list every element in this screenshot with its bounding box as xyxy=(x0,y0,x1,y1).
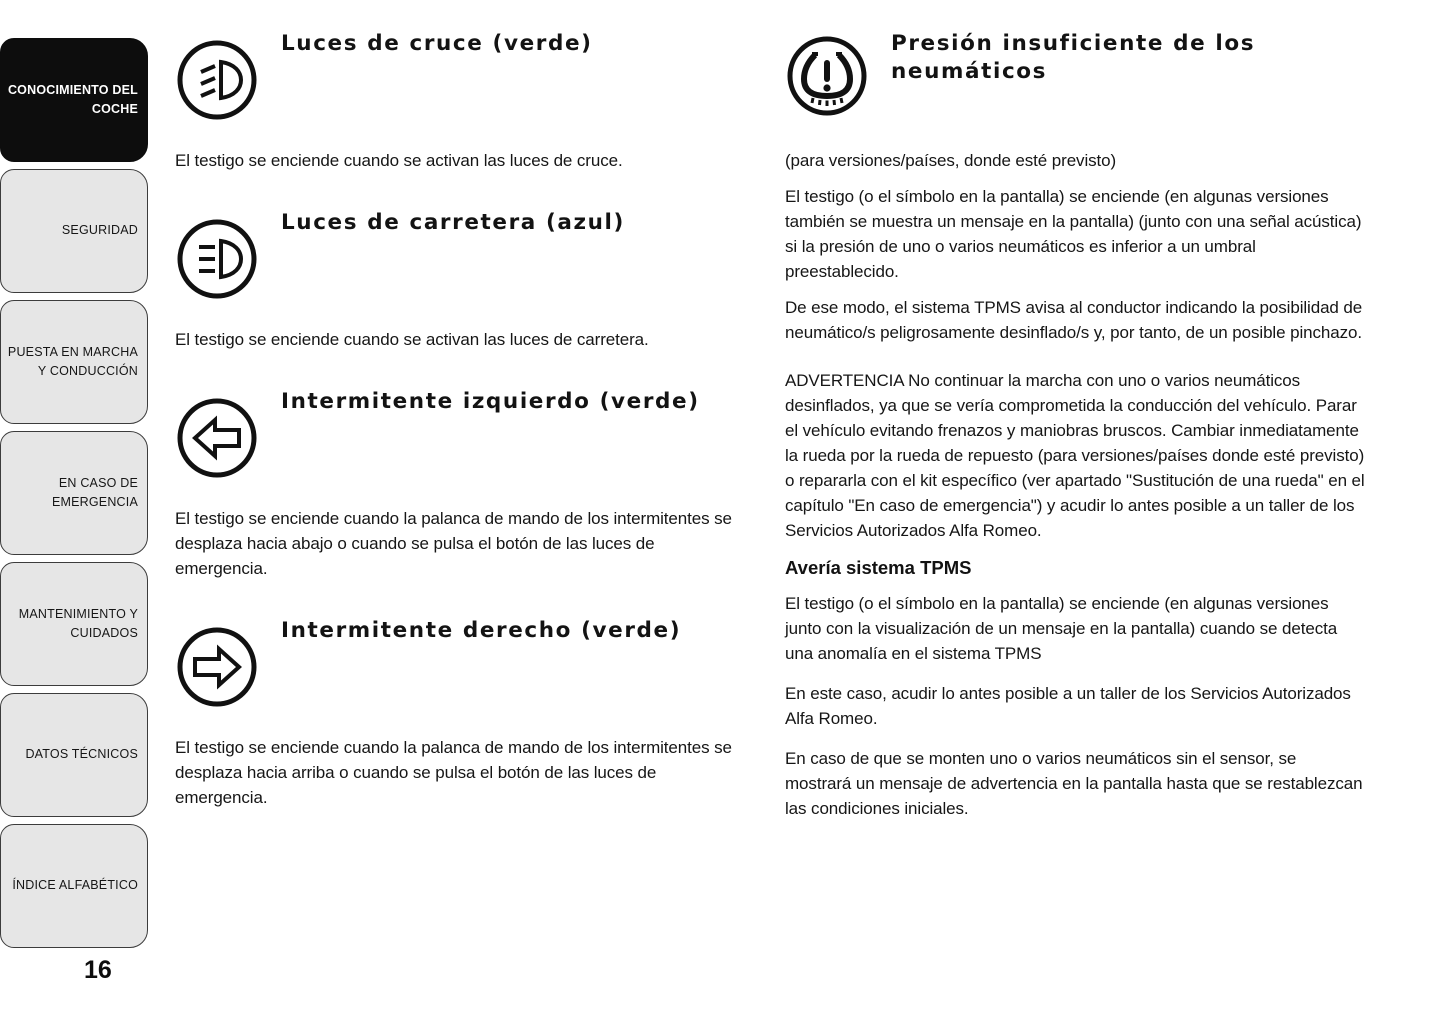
section-body: El testigo se enciende cuando la palanca de mando de los intermitentes se desplaza hacia abajo o cuando se pulsa el botón de las luces de emergencia. xyxy=(175,509,732,578)
right-column xyxy=(785,28,1365,821)
paragraph: De ese modo, el sistema TPMS avisa al conductor indicando la posibilidad de neumático/s peligrosamente desinflado/s y, por tanto, de un posible pinchazo. xyxy=(785,298,1363,342)
section-title: Luces de carretera (azul) xyxy=(281,210,625,235)
sidebar-item-indice-alfabetico xyxy=(0,824,148,948)
section-luces-de-cruce xyxy=(175,28,737,173)
sidebar-item-label: DATOS TÉCNICOS xyxy=(25,747,138,762)
warning-paragraph: ADVERTENCIA No continuar la marcha con uno o varios neumáticos desinflados, ya que se vería comprometida la conducción del vehículo. Parar el vehículo evitando frenazos y maniobras bruscos. Cambiar inmediatamente la rueda por la rueda de repuesto (para versiones/países donde esté previsto) o repararla con el kit específico (ver apartado "Sustitución de una rueda" en el capítulo "En caso de emergencia") y acudir lo antes posible a un taller de los Servicios Autorizados Alfa Romeo. xyxy=(785,371,1365,540)
sidebar-item-datos-tecnicos xyxy=(0,693,148,817)
sidebar-item-mantenimiento xyxy=(0,562,148,686)
paragraph: El testigo (o el símbolo en la pantalla) se enciende (en algunas versiones junto con la visualización de un mensaje en la pantalla) cuando se detecta una anomalía en el sistema TPMS xyxy=(785,594,1338,663)
high-beam-icon xyxy=(175,217,259,301)
section-body: El testigo se enciende cuando se activan las luces de carretera. xyxy=(175,330,649,349)
availability-note: (para versiones/países, donde esté previsto) xyxy=(785,151,1117,170)
subheading-averia-tpms: Avería sistema TPMS xyxy=(785,557,972,578)
page-number: 16 xyxy=(84,956,112,984)
sidebar-item-puesta-en-marcha xyxy=(0,300,148,424)
section-luces-de-carretera xyxy=(175,207,737,352)
sidebar-item-label: ÍNDICE ALFABÉTICO xyxy=(12,878,138,893)
left-column xyxy=(175,28,737,844)
sidebar-item-label: MANTENIMIENTO Y CUIDADOS xyxy=(18,606,138,640)
sidebar-item-en-caso-de-emergencia xyxy=(0,431,148,555)
sidebar-item-label: EN CASO DE EMERGENCIA xyxy=(51,475,138,509)
sidebar-item-label: CONOCIMIENTO DEL COCHE xyxy=(7,82,138,116)
right-turn-signal-icon xyxy=(175,625,259,709)
left-turn-signal-icon xyxy=(175,396,259,480)
section-title: Intermitente izquierdo (verde) xyxy=(281,389,700,414)
paragraph: El testigo (o el símbolo en la pantalla) se enciende (en algunas versiones también se muestra un mensaje en la pantalla) (junto con una señal acústica) si la presión de uno o varios neumáticos es inferior a un umbral preestablecido. xyxy=(785,187,1362,281)
tpms-warning-icon xyxy=(785,34,869,118)
section-intermitente-derecho xyxy=(175,615,737,810)
paragraph: En este caso, acudir lo antes posible a un taller de los Servicios Autorizados Alfa Romeo. xyxy=(785,684,1351,728)
section-body: El testigo se enciende cuando se activan las luces de cruce. xyxy=(175,151,623,170)
section-body: El testigo se enciende cuando la palanca de mando de los intermitentes se desplaza hacia arriba o cuando se pulsa el botón de las luces de emergencia. xyxy=(175,738,732,807)
chapter-tabs-sidebar xyxy=(0,38,150,985)
section-intermitente-izquierdo xyxy=(175,386,737,581)
sidebar-item-label: SEGURIDAD xyxy=(61,223,138,238)
section-title: Luces de cruce (verde) xyxy=(281,31,593,56)
sidebar-item-seguridad xyxy=(0,169,148,293)
low-beam-icon xyxy=(175,38,259,122)
sidebar-item-label: PUESTA EN MARCHA Y CONDUCCIÓN xyxy=(7,344,138,378)
sidebar-item-conocimiento-del-coche xyxy=(0,38,148,162)
section-title: Intermitente derecho (verde) xyxy=(281,618,682,643)
paragraph: En caso de que se monten uno o varios neumáticos sin el sensor, se mostrará un mensaje de advertencia en la pantalla hasta que se restablezcan las condiciones iniciales. xyxy=(785,749,1363,818)
section-title: Presión insuficiente de los neumáticos xyxy=(891,31,1256,84)
